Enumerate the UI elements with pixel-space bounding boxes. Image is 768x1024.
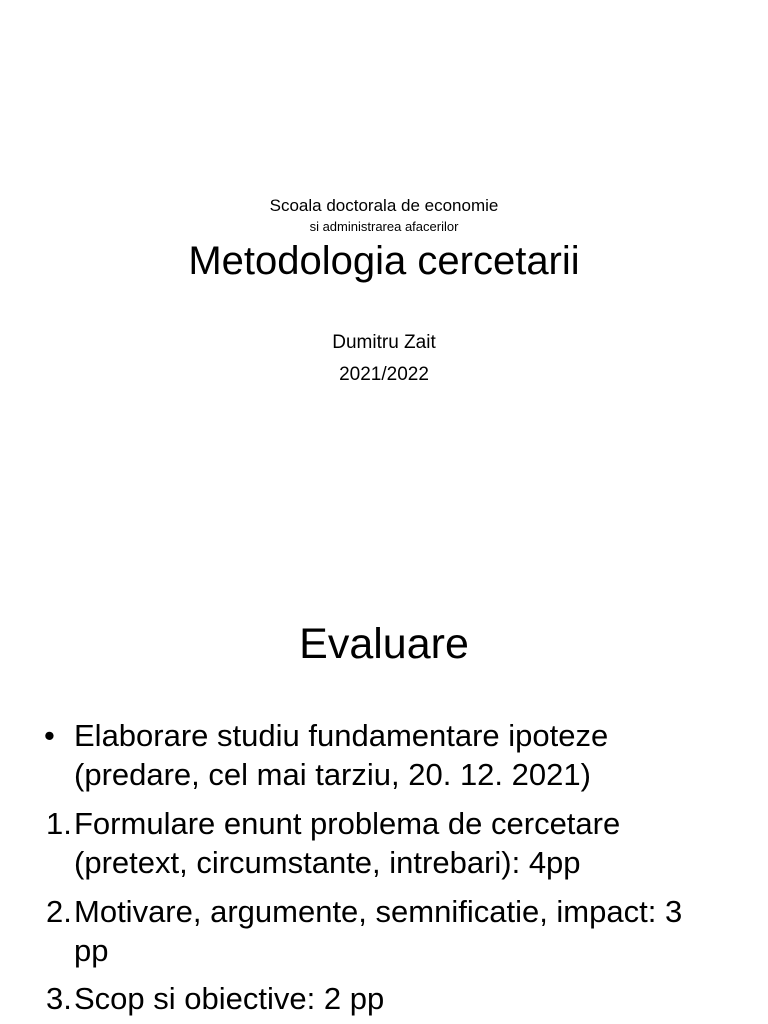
- list-item-text: [74, 979, 734, 1018]
- number-marker: 3.: [46, 981, 72, 1016]
- number-marker: 1.: [46, 806, 72, 841]
- school-name-line1: Scoala doctorala de economie: [269, 196, 499, 215]
- list-item-line: Elaborare studiu fundamentare ipoteze: [74, 718, 609, 753]
- list-item-text: [74, 804, 734, 882]
- list-item-line: Formulare enunt problema de cercetare: [74, 806, 621, 841]
- list-item-text: [74, 892, 734, 970]
- list-item-line: pp: [74, 933, 109, 968]
- author-name: Dumitru Zait: [332, 332, 436, 353]
- academic-year: 2021/2022: [339, 364, 429, 385]
- list-item-line: (pretext, circumstante, intrebari): 4pp: [74, 845, 581, 880]
- number-marker: 2.: [46, 894, 72, 929]
- list-item-line: Scop si obiective: 2 pp: [74, 981, 385, 1016]
- list-item-line: Motivare, argumente, semnificatie, impact: 3: [74, 894, 683, 929]
- evaluation-slide: [0, 576, 768, 1024]
- bullet-marker: •: [44, 718, 55, 753]
- school-name-line2: si administrarea afacerilor: [309, 219, 459, 234]
- evaluation-title: Evaluare: [299, 620, 469, 668]
- list-item-line: (predare, cel mai tarziu, 20. 12. 2021): [74, 757, 591, 792]
- list-item-text: [74, 716, 734, 794]
- presentation-title: Metodologia cercetarii: [188, 239, 580, 283]
